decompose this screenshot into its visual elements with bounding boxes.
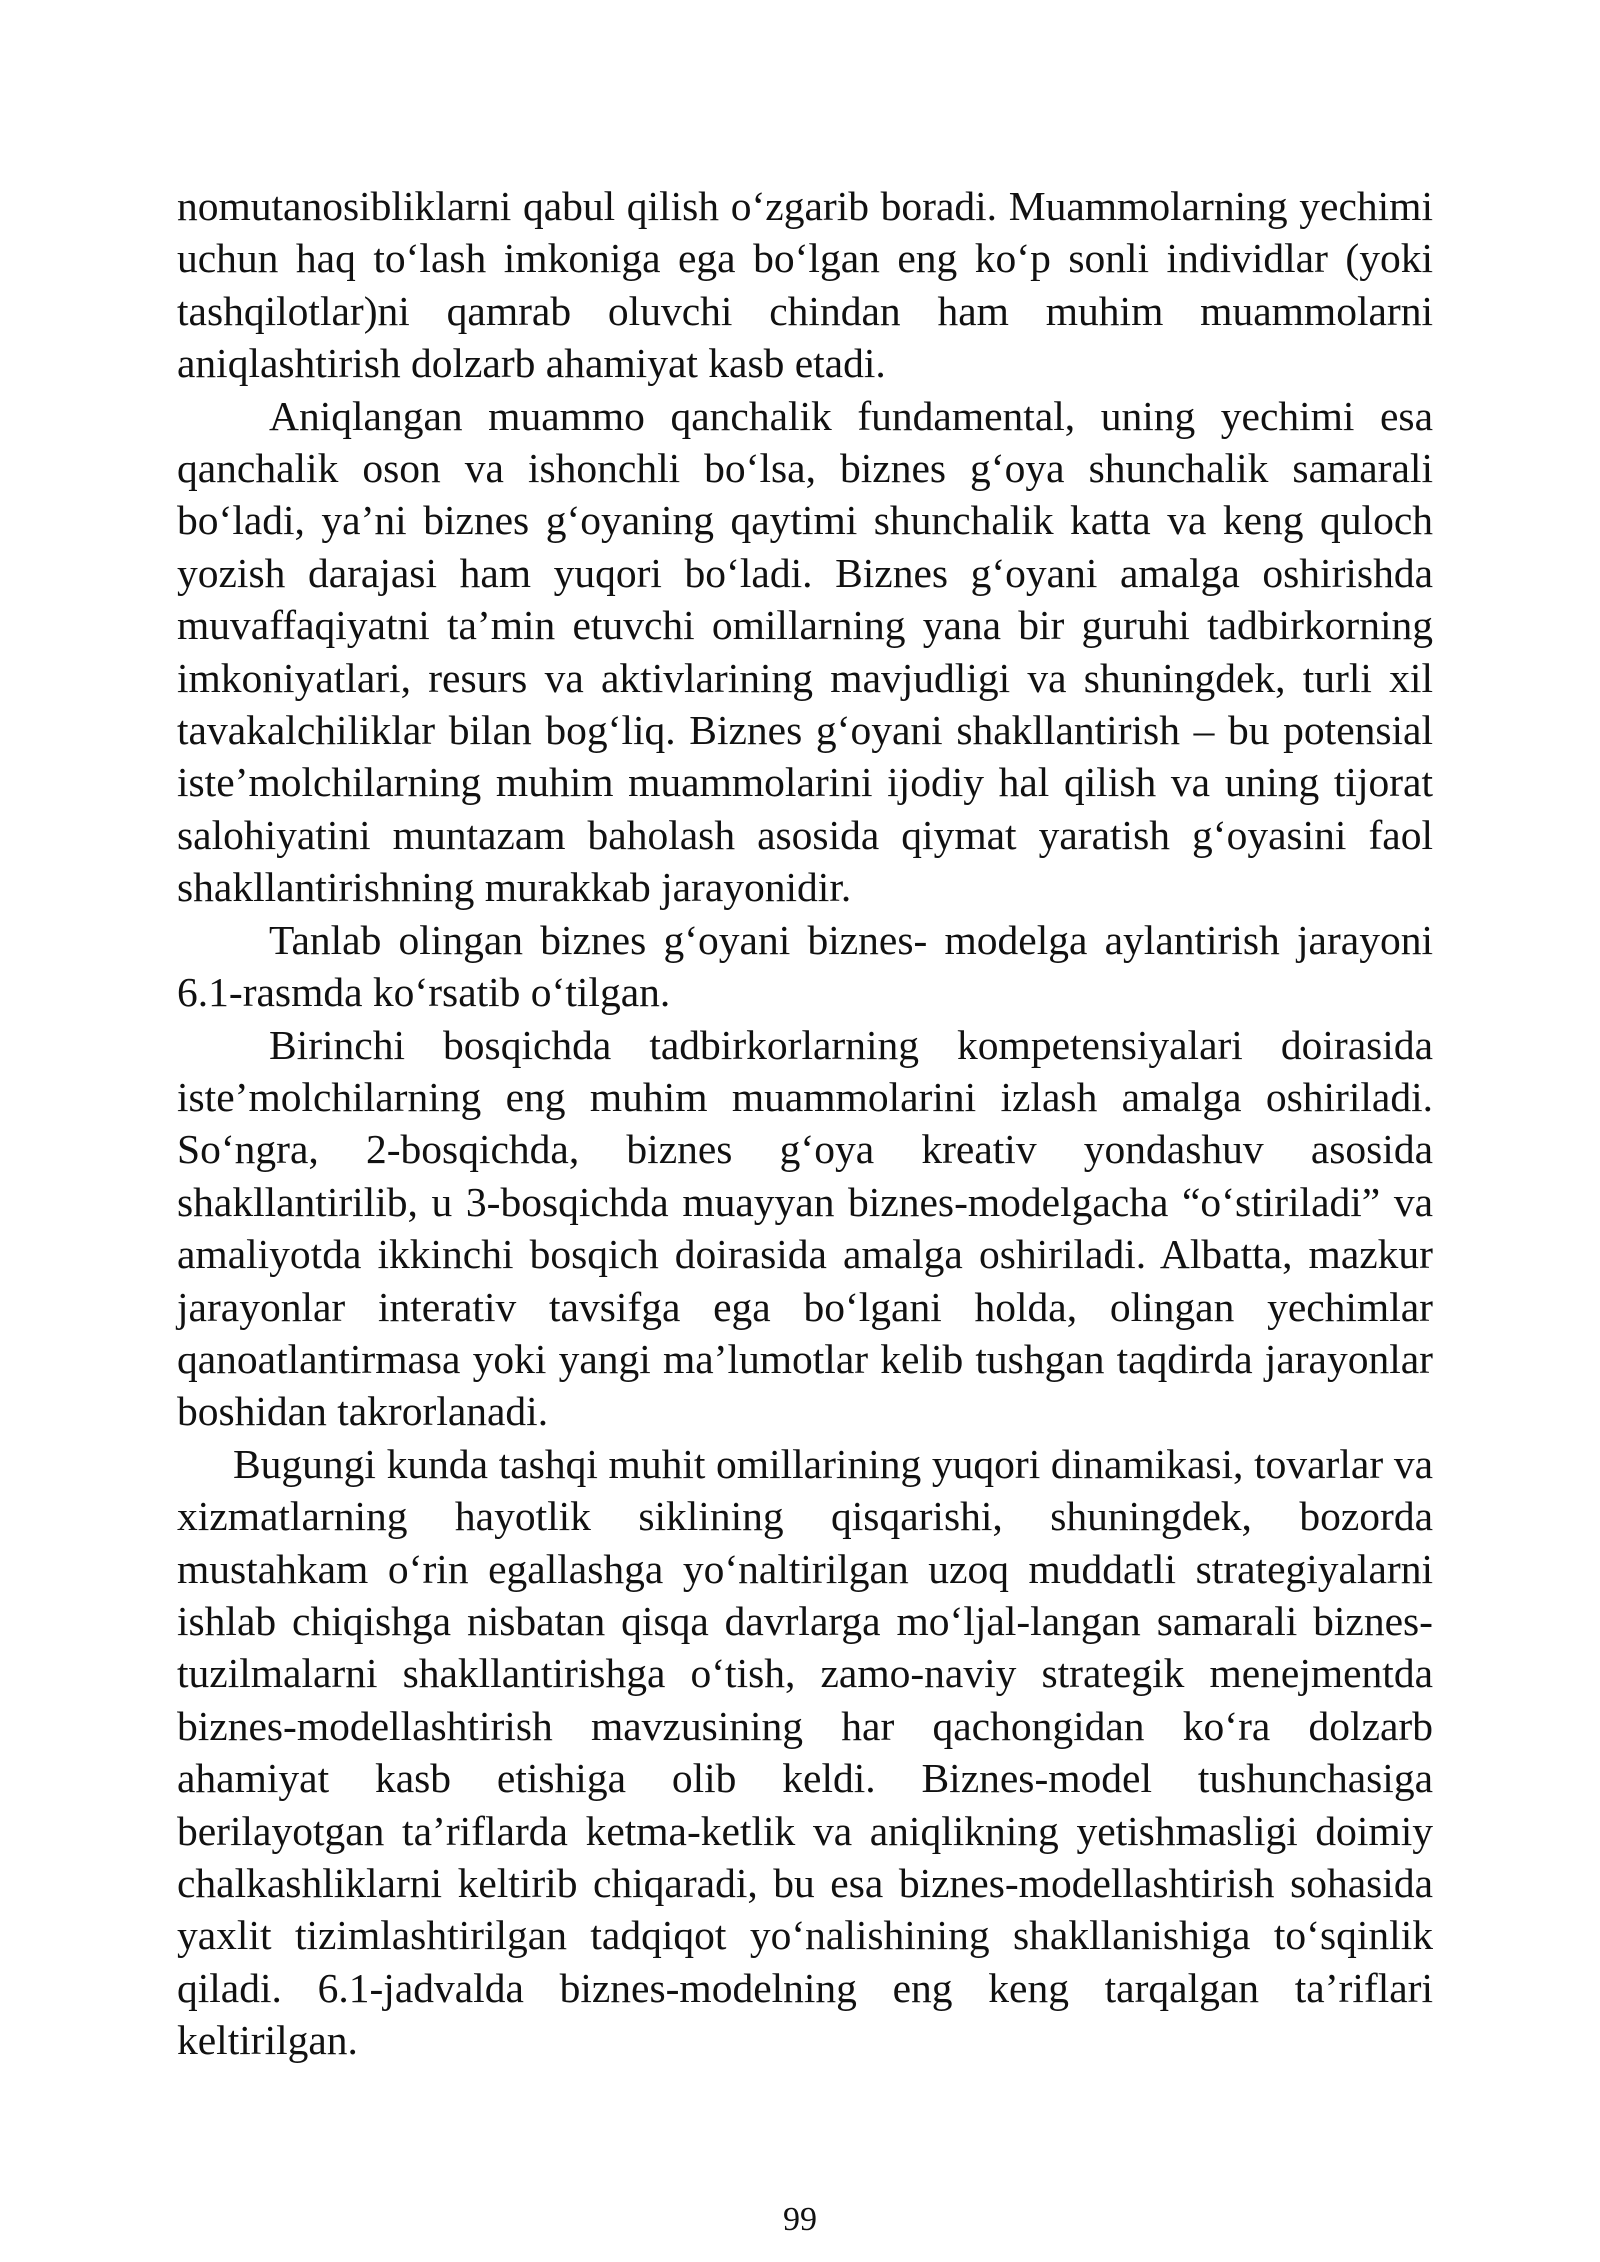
paragraph-4: Birinchi bosqichda tadbirkorlarning kompetensiyalari doirasida iste’molchilarning eng muhim muammolarini izlash amalga oshiriladi. So‘ngra, 2-bosqichda, biznes g‘oya kreativ yondashuv asosida shakllantirilib, u 3-bosqichda muayyan biznes-modelgacha “o‘stiriladi” va amaliyotda ikkinchi bosqich doirasida amalga oshiriladi. Albatta, mazkur jarayonlar interativ tavsifga ega bo‘lgani holda, olingan yechimlar qanoatlantirmasa yoki yangi ma’lumotlar kelib tushgan taqdirda jarayonlar boshidan takrorlanadi. xyxy=(177,1021,1433,1435)
paragraph-3: Tanlab olingan biznes g‘oyani biznes- modelga aylantirish jarayoni 6.1-rasmda ko‘rsatib o‘tilgan. xyxy=(177,916,1433,1016)
paragraph-1: nomutanosibliklarni qabul qilish o‘zgarib boradi. Muammolarning yechimi uchun haq to‘lash imkoniga ega bo‘lgan eng ko‘p sonli individlar (yoki tashqilotlar)ni qamrab oluvchi chindan ham muhim muammolarni aniqlashtirish dolzarb ahamiyat kasb etadi. xyxy=(177,183,1433,387)
page-body xyxy=(177,180,1433,2067)
paragraph-2: Aniqlangan muammo qanchalik fundamental, uning yechimi esa qanchalik oson va ishonchli bo‘lsa, biznes g‘oya shunchalik samarali bo‘ladi, ya’ni biznes g‘oyaning qaytimi shunchalik katta va keng quloch yozish darajasi ham yuqori bo‘ladi. Biznes g‘oyani amalga oshirishda muvaffaqiyatni ta’min etuvchi omillarning yana bir guruhi tadbirkorning imkoniyatlari, resurs va aktivlarining mavjudligi va shuningdek, turli xil tavakalchiliklar bilan bog‘liq. Biznes g‘oyani shakllantirish – bu potensial iste’molchilarning muhim muammolarini ijodiy hal qilish va uning tijorat salohiyatini muntazam baholash asosida qiymat yaratish g‘oyasini faol shakllantirishning murakkab jarayonidir. xyxy=(177,392,1433,911)
paragraph-5: Bugungi kunda tashqi muhit omillarining yuqori dinamikasi, tovarlar va xizmatlarning hayotlik siklining qisqarishi, shuningdek, bozorda mustahkam o‘rin egallashga yo‘naltirilgan uzoq muddatli strategiyalarni ishlab chiqishga nisbatan qisqa davrlarga mo‘ljal-langan samarali biznes-tuzilmalarni shakllantirishga o‘tish, zamo-naviy strategik menejmentda biznes-modellashtirish mavzusining har qachongidan ko‘ra dolzarb ahamiyat kasb etishiga olib keldi. Biznes-model tushunchasiga berilayotgan ta’riflarda ketma-ketlik va aniqlikning yetishmasligi doimiy chalkashliklarni keltirib chiqaradi, bu esa biznes-modellashtirish sohasida yaxlit tizimlashtirilgan tadqiqot yo‘nalishining shakllanishiga to‘sqinlik qiladi. 6.1-jadvalda biznes-modelning eng keng tarqalgan ta’riflari keltirilgan. xyxy=(177,1440,1433,2064)
page-number: 99 xyxy=(783,2201,817,2238)
